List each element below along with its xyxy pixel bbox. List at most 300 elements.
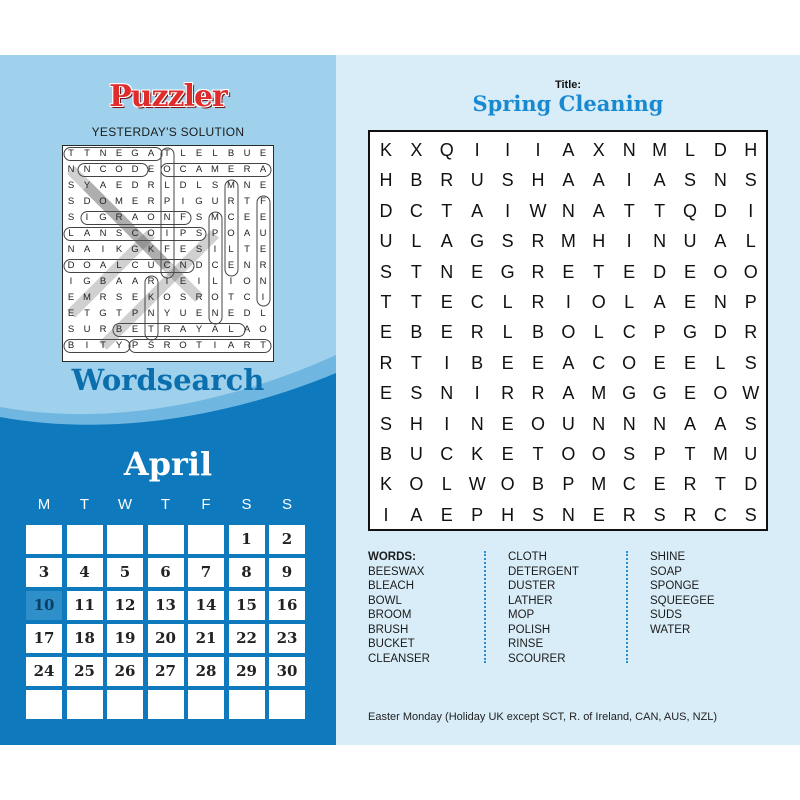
solution-letter: I (165, 276, 169, 287)
grid-letter: S (744, 504, 757, 525)
grid-letter: S (744, 170, 757, 191)
grid-letter: I (748, 200, 754, 221)
grid-letter: N (440, 261, 454, 282)
grid-letter: P (562, 474, 575, 495)
solution-letter: A (195, 164, 203, 175)
grid-letter: O (713, 383, 728, 404)
grid-letter: E (379, 322, 392, 343)
grid-letter: M (560, 231, 576, 252)
solution-letter: F (180, 212, 186, 223)
calendar-day-28: 28 (188, 657, 224, 686)
grid-letter: W (529, 200, 547, 221)
grid-letter: S (623, 444, 636, 464)
solution-letter: B (227, 148, 235, 159)
grid-letter: Q (439, 140, 454, 160)
grid-letter: M (652, 140, 668, 160)
solution-letter: T (228, 292, 234, 303)
grid-letter: U (379, 231, 393, 252)
solution-letter: E (195, 148, 203, 159)
solution-letter: O (83, 260, 91, 271)
solution-letter: P (131, 340, 139, 351)
holiday-note: Easter Monday (Holiday UK except SCT, R. of Ireland, CAN, AUS, NZL) (368, 711, 718, 723)
solution-letter: U (83, 324, 91, 335)
grid-letter: S (683, 170, 696, 191)
solution-letter: E (115, 148, 123, 159)
grid-letter: I (535, 140, 541, 160)
grid-letter: R (379, 352, 393, 373)
solution-letter: S (67, 196, 75, 207)
solution-letter: I (261, 292, 265, 303)
calendar-day-24: 24 (26, 657, 62, 686)
solution-letter: O (211, 292, 219, 303)
solution-letter: L (116, 260, 122, 271)
solution-letter: K (115, 244, 123, 255)
grid-letter: C (713, 504, 727, 525)
solution-letter: U (211, 196, 219, 207)
solution-letter: E (259, 180, 267, 191)
grid-letter: R (440, 170, 454, 191)
solution-letter: N (243, 260, 251, 271)
puzzle-title: Spring Cleaning (472, 91, 664, 116)
grid-letter: H (592, 231, 606, 252)
calendar-day-empty (67, 525, 103, 554)
grid-letter: T (410, 352, 422, 373)
solution-letter: C (211, 260, 219, 271)
solution-letter: R (99, 292, 107, 303)
solution-letter: L (212, 148, 218, 159)
word-item: DUSTER (508, 580, 556, 592)
grid-letter: I (626, 170, 632, 191)
grid-letter: A (714, 413, 727, 434)
solution-letter: L (260, 308, 266, 319)
grid-letter: B (471, 352, 484, 373)
calendar-day-3: 3 (26, 558, 62, 587)
grid-letter: A (653, 170, 666, 191)
solution-letter: S (195, 212, 203, 223)
solution-letter: P (211, 228, 219, 239)
grid-letter: I (505, 200, 511, 221)
weekday-header (26, 496, 306, 516)
grid-letter: L (502, 292, 513, 312)
solution-letter: C (179, 164, 187, 175)
calendar-day-19: 19 (107, 624, 143, 653)
solution-letter: N (211, 308, 219, 319)
grid-letter: N (713, 292, 727, 312)
yesterday-solution-label: YESTERDAY'S SOLUTION (91, 125, 245, 139)
solution-letter: M (227, 180, 235, 191)
solution-letter: E (259, 148, 267, 159)
grid-letter: U (683, 231, 697, 252)
dotted-divider (626, 551, 628, 663)
month-title: April (123, 445, 213, 483)
grid-letter: O (591, 292, 606, 312)
solution-letter: O (147, 228, 155, 239)
solution-letter: A (83, 244, 91, 255)
grid-letter: W (468, 474, 486, 495)
grid-letter: N (470, 413, 484, 434)
grid-letter: E (653, 352, 666, 373)
grid-letter: U (409, 444, 423, 464)
grid-letter: K (471, 444, 484, 464)
grid-letter: K (379, 474, 392, 495)
solution-letter: I (101, 244, 105, 255)
calendar-day-20: 20 (148, 624, 184, 653)
calendar-day-27: 27 (148, 657, 184, 686)
solution-letter: D (131, 180, 139, 191)
solution-letter: I (165, 228, 169, 239)
solution-letter: P (179, 228, 187, 239)
solution-letter: P (131, 308, 139, 319)
right-panel (336, 55, 800, 745)
solution-letter: R (99, 324, 107, 335)
calendar-day-12: 12 (107, 591, 143, 620)
grid-letter: E (531, 352, 544, 373)
grid-letter: G (682, 322, 697, 343)
calendar-day-4: 4 (67, 558, 103, 587)
solution-letter: L (228, 324, 234, 335)
solution-letter: A (147, 148, 155, 159)
solution-letter: N (83, 164, 91, 175)
solution-letter: S (195, 228, 203, 239)
word-item: CLOTH (508, 551, 547, 563)
solution-letter: E (147, 164, 155, 175)
calendar-day-7: 7 (188, 558, 224, 587)
calendar-day-empty (107, 690, 143, 719)
grid-letter: H (409, 413, 423, 434)
solution-letter: R (163, 340, 171, 351)
title-label: Title: (554, 79, 582, 91)
word-item: LATHER (508, 594, 553, 607)
grid-letter: L (593, 322, 604, 343)
grid-letter: E (623, 261, 636, 282)
solution-letter: T (84, 308, 90, 319)
solution-letter: M (115, 196, 123, 207)
grid-letter: I (626, 231, 632, 252)
grid-letter: E (501, 352, 514, 373)
calendar-day-11: 11 (67, 591, 103, 620)
solution-letter: T (260, 340, 266, 351)
solution-letter: S (195, 244, 203, 255)
solution-letter: O (147, 212, 155, 223)
word-list-column-3 (650, 550, 715, 637)
solution-letter: R (243, 164, 251, 175)
grid-letter: T (532, 444, 544, 464)
grid-letter: M (591, 474, 607, 495)
solution-letter: B (67, 340, 75, 351)
grid-letter: R (531, 261, 545, 282)
word-item: SHINE (650, 551, 686, 563)
grid-letter: A (592, 200, 605, 221)
grid-letter: M (712, 444, 728, 464)
grid-letter: E (562, 261, 575, 282)
calendar-day-6: 6 (148, 558, 184, 587)
solution-letter: O (99, 196, 107, 207)
grid-letter: S (744, 413, 757, 434)
weekday-label: T (160, 496, 171, 513)
solution-letter: N (99, 148, 107, 159)
grid-letter: G (500, 261, 515, 282)
solution-letter: E (67, 292, 75, 303)
grid-letter: E (683, 383, 696, 404)
grid-letter: R (744, 322, 758, 343)
solution-letter: M (211, 212, 219, 223)
solution-letter: N (99, 228, 107, 239)
wordsearch-title: Wordsearch (71, 363, 265, 397)
solution-letter: C (227, 212, 235, 223)
grid-letter: E (379, 383, 392, 404)
solution-letter: C (131, 260, 139, 271)
solution-letter: I (181, 196, 185, 207)
solution-letter: G (99, 212, 107, 223)
solution-letter: A (259, 164, 267, 175)
solution-letter: S (179, 292, 187, 303)
solution-letter: I (85, 212, 89, 223)
grid-letter: Q (682, 200, 697, 221)
word-item: RINSE (508, 638, 544, 650)
solution-letter: S (115, 228, 123, 239)
solution-letter: U (147, 260, 155, 271)
solution-letter: E (195, 308, 203, 319)
word-item: SQUEEGEE (650, 594, 715, 607)
grid-letter: L (411, 231, 422, 252)
grid-letter: E (440, 322, 453, 343)
grid-letter: I (474, 140, 480, 160)
word-item: BEESWAX (368, 565, 425, 578)
grid-letter: N (622, 140, 636, 160)
grid-letter: B (410, 170, 423, 191)
solution-letter: S (211, 180, 219, 191)
calendar-day-empty (26, 690, 62, 719)
calendar-day-13: 13 (148, 591, 184, 620)
solution-letter: D (67, 260, 75, 271)
solution-letter: D (131, 164, 139, 175)
solution-letter: B (99, 276, 107, 287)
solution-letter: G (195, 196, 203, 207)
solution-letter: T (148, 324, 154, 335)
grid-letter: O (530, 413, 545, 434)
grid-letter: N (653, 231, 667, 252)
solution-letter: Y (195, 324, 203, 335)
grid-letter: H (379, 170, 393, 191)
word-item: SUDS (650, 609, 682, 621)
solution-letter: E (131, 292, 139, 303)
solution-letter: O (259, 324, 267, 335)
grid-letter: U (744, 444, 758, 464)
word-item: SOAP (650, 565, 682, 578)
solution-letter: M (211, 164, 219, 175)
solution-letter: L (180, 148, 186, 159)
grid-letter: S (744, 352, 757, 373)
grid-letter: D (713, 140, 727, 160)
word-item: DETERGENT (508, 565, 579, 578)
left-panel (0, 55, 336, 745)
solution-letter: K (147, 244, 155, 255)
grid-letter: L (715, 352, 726, 373)
solution-letter: Y (83, 180, 91, 191)
calendar-day-9: 9 (269, 558, 305, 587)
calendar-day-empty (269, 690, 305, 719)
word-list-column-2 (508, 550, 579, 666)
grid-letter: A (562, 170, 575, 191)
grid-letter: N (592, 413, 606, 434)
grid-letter: E (683, 352, 696, 373)
grid-letter: T (441, 200, 453, 221)
grid-letter: U (561, 413, 575, 434)
solution-letter: R (259, 260, 267, 271)
solution-letter: E (131, 196, 139, 207)
grid-letter: C (440, 444, 454, 464)
solution-letter: R (195, 292, 203, 303)
grid-letter: A (562, 383, 575, 404)
grid-letter: A (653, 292, 666, 312)
solution-letter: B (115, 324, 123, 335)
solution-letter: E (179, 276, 187, 287)
calendar-day-empty (107, 525, 143, 554)
solution-letter: T (100, 340, 106, 351)
solution-letter: L (196, 180, 202, 191)
grid-letter: D (379, 200, 393, 221)
solution-letter: A (243, 228, 251, 239)
solution-letter: S (67, 180, 75, 191)
grid-letter: C (622, 474, 636, 495)
solution-letter: M (83, 292, 91, 303)
grid-letter: H (531, 170, 545, 191)
grid-letter: A (714, 231, 727, 252)
solution-letter: I (197, 276, 201, 287)
solution-letter: E (243, 212, 251, 223)
grid-letter: A (410, 504, 423, 525)
calendar-day-26: 26 (107, 657, 143, 686)
calendar-day-5: 5 (107, 558, 143, 587)
grid-letter: O (561, 444, 576, 464)
solution-letter: T (244, 196, 250, 207)
solution-letter: D (179, 180, 187, 191)
calendar-day-17: 17 (26, 624, 62, 653)
solution-letter: O (163, 292, 171, 303)
solution-letter: E (259, 244, 267, 255)
solution-letter: T (164, 148, 170, 159)
grid-letter: N (561, 200, 575, 221)
grid-letter: E (683, 261, 696, 282)
solution-letter: T (196, 340, 202, 351)
grid-letter: S (653, 504, 666, 525)
solution-letter: R (163, 324, 171, 335)
word-item: BROOM (368, 609, 412, 621)
dotted-divider (484, 551, 486, 663)
grid-letter: T (623, 200, 635, 221)
grid-letter: N (561, 504, 575, 525)
grid-letter: B (379, 444, 392, 464)
solution-letter: R (115, 212, 123, 223)
solution-letter: C (163, 260, 171, 271)
solution-letter: T (116, 308, 122, 319)
solution-letter: L (228, 244, 234, 255)
solution-letter: N (179, 260, 187, 271)
grid-letter: O (743, 261, 758, 282)
calendar-day-15: 15 (229, 591, 265, 620)
grid-letter: T (654, 200, 666, 221)
solution-letter: T (244, 244, 250, 255)
solution-letter: E (227, 260, 235, 271)
grid-letter: T (593, 261, 605, 282)
grid-letter: X (410, 140, 423, 160)
grid-letter: L (624, 292, 635, 312)
grid-letter: S (501, 231, 514, 252)
calendar-day-2: 2 (269, 525, 305, 554)
grid-letter: I (444, 413, 450, 434)
grid-letter: P (744, 292, 757, 312)
grid-letter: O (713, 261, 728, 282)
grid-letter: I (383, 504, 389, 525)
grid-letter: O (409, 474, 424, 495)
grid-letter: T (380, 292, 392, 312)
grid-letter: M (591, 383, 607, 404)
grid-letter: G (652, 383, 667, 404)
calendar-day-empty (229, 690, 265, 719)
word-item: CLEANSER (368, 652, 430, 665)
solution-letter: T (68, 148, 74, 159)
grid-letter: A (562, 352, 575, 373)
wordsearch-grid (368, 130, 768, 531)
calendar-grid (26, 525, 306, 719)
grid-letter: R (531, 292, 545, 312)
weekday-label: F (201, 496, 211, 513)
solution-letter: C (131, 228, 139, 239)
solution-letter: E (227, 308, 235, 319)
solution-letter: A (99, 180, 107, 191)
grid-letter: L (441, 474, 452, 495)
solution-letter: E (67, 308, 75, 319)
weekday-label: S (241, 496, 252, 513)
word-list-column-1 (368, 550, 430, 666)
grid-letter: G (470, 231, 485, 252)
word-item: POLISH (508, 623, 551, 636)
solution-letter: N (163, 212, 171, 223)
grid-letter: I (444, 352, 450, 373)
grid-letter: I (565, 292, 571, 312)
grid-letter: T (410, 261, 422, 282)
grid-letter: R (622, 504, 636, 525)
puzzler-logo: Puzzler (109, 79, 227, 114)
grid-letter: S (379, 261, 392, 282)
solution-letter: R (243, 340, 251, 351)
solution-letter: E (259, 212, 267, 223)
yesterday-solution-grid (62, 145, 274, 362)
grid-letter: O (591, 444, 606, 464)
calendar-day-empty (148, 525, 184, 554)
solution-letter: S (147, 340, 155, 351)
solution-letter: I (229, 276, 233, 287)
solution-letter: L (164, 180, 170, 191)
solution-letter: U (179, 308, 187, 319)
grid-letter: H (501, 504, 515, 525)
grid-letter: L (745, 231, 756, 252)
solution-letter: A (99, 260, 107, 271)
solution-letter: K (147, 292, 155, 303)
calendar-day-16: 16 (269, 591, 305, 620)
grid-letter: E (440, 504, 453, 525)
solution-letter: O (179, 340, 187, 351)
weekday-label: S (281, 496, 292, 513)
calendar-day-18: 18 (67, 624, 103, 653)
solution-letter: A (211, 324, 219, 335)
grid-letter: B (531, 322, 544, 343)
weekday-label: W (117, 496, 133, 513)
solution-letter: R (147, 276, 155, 287)
solution-letter: N (243, 180, 251, 191)
grid-letter: A (440, 231, 453, 252)
grid-letter: R (683, 474, 697, 495)
